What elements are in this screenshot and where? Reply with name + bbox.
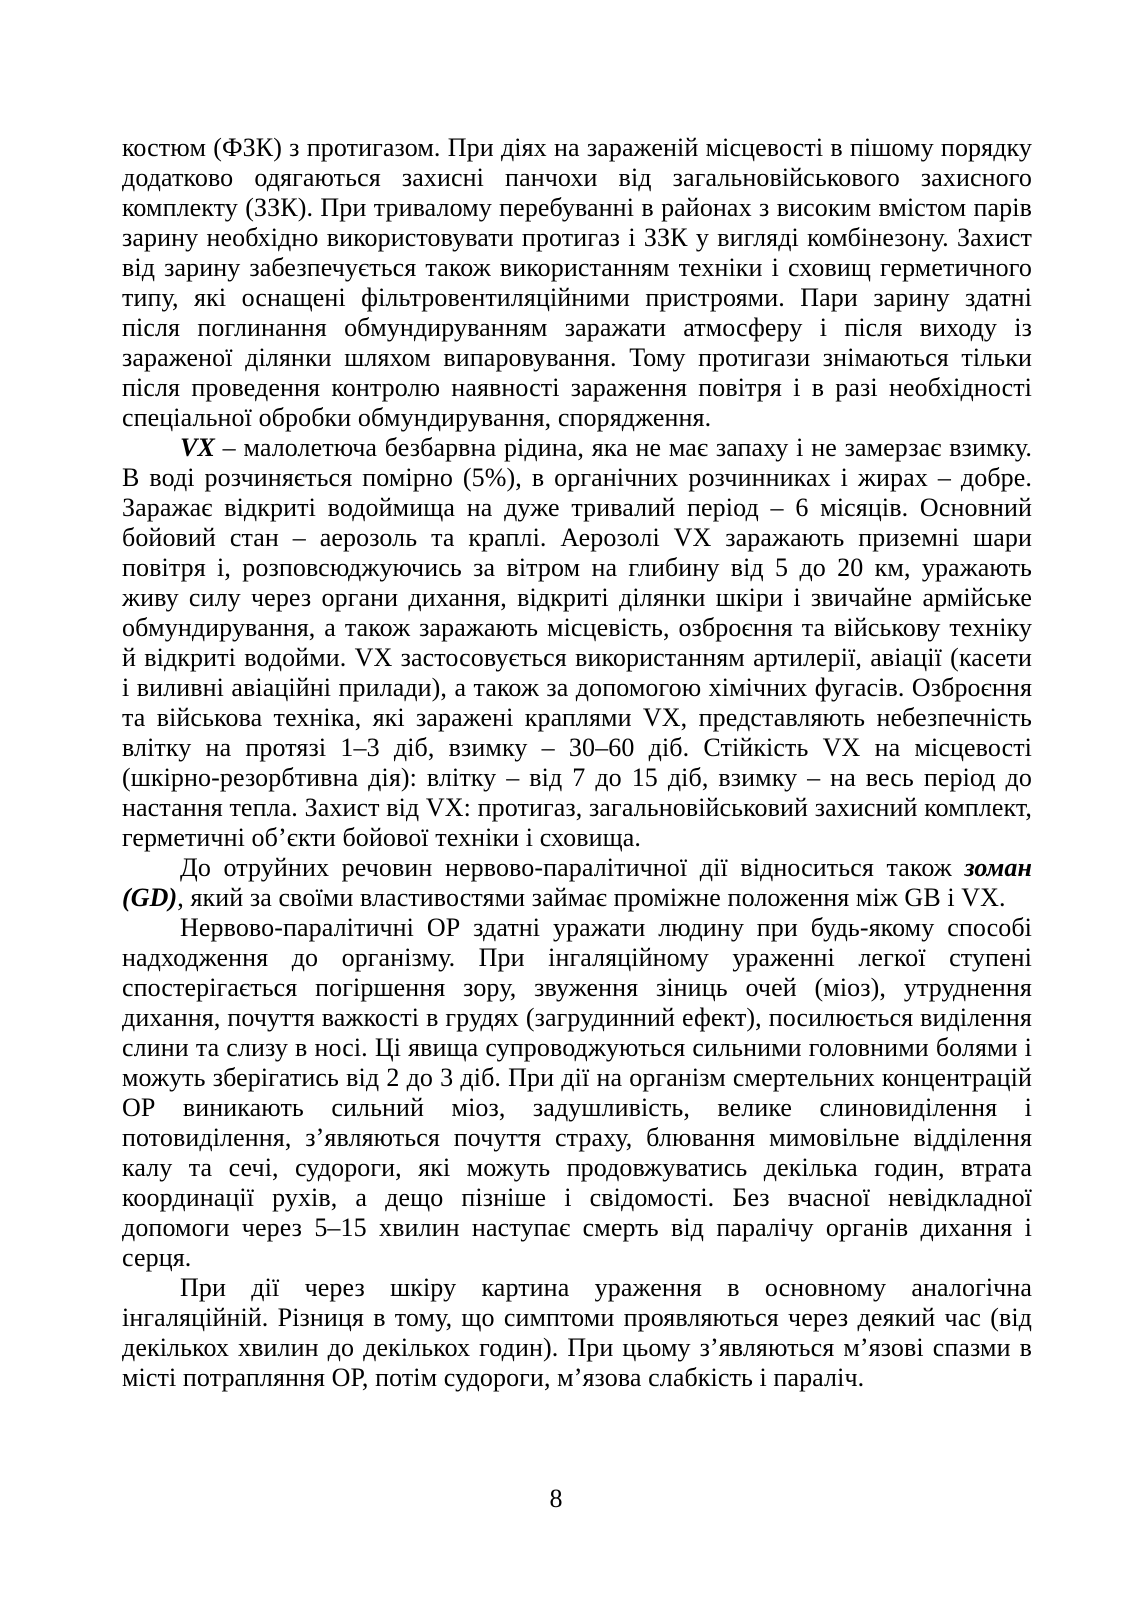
text-block: [122, 133, 1032, 1393]
text-run: , який за своїми властивостями займає проміжне положення між GB і VX.: [177, 883, 1006, 912]
emphasis-run: VX: [180, 433, 215, 462]
text-run: До отруйних речовин нервово-паралітичної дії відноситься також: [180, 853, 965, 882]
paragraph: [122, 133, 1032, 433]
paragraph: [122, 433, 1032, 853]
emphasis-run: зоман (GD): [122, 853, 1032, 912]
page-number: 8: [549, 1484, 563, 1513]
text-run: Нервово-паралітичні ОР здатні уражати людину при будь-якому способі надходження до організму. При інгаляційному ураженні легкої ступені спостерігається погіршення зору, звуження зіниць очей (міоз), утруднення дихання, почуття важкості в грудях (загрудинний ефект), посилюється виділення слини та слизу в носі. Ці явища супроводжуються сильними головними болями і можуть зберігатись від 2 до 3 діб. При дії на організм смертельних концентрацій ОР виникають сильний міоз, задушливість, велике слиновиділення і потовиділення, з’являються почуття страху, блювання мимовільне відділення калу та сечі, судороги, які можуть продовжуватись декілька годин, втрата координації рухів, а дещо пізніше і свідомості. Без вчасної невідкладної допомоги через 5–15 хвилин наступає смерть від паралічу органів дихання і серця.: [122, 913, 1032, 1272]
text-run: При дії через шкіру картина ураження в основному аналогічна інгаляційній. Різниця в тому, що симптоми проявляються через деякий час (від декількох хвилин до декількох годин). При цьому з’являються м’язові спазми в місті потрапляння ОР, потім судороги, м’язова слабкість і параліч.: [122, 1273, 1032, 1392]
paragraph: [122, 1273, 1032, 1393]
paragraph: [122, 913, 1032, 1273]
text-run: костюм (ФЗК) з протигазом. При діях на зараженій місцевості в пішому порядку додатково одягаються захисні панчохи від загальновійськового захисного комплекту (ЗЗК). При тривалому перебуванні в районах з високим вмістом парів зарину необхідно використовувати протигаз і ЗЗК у вигляді комбінезону. Захист від зарину забезпечується також використанням техніки і сховищ герметичного типу, які оснащені фільтровентиляційними пристроями. Пари зарину здатні після поглинання обмундируванням заражати атмосферу і після виходу із зараженої ділянки шляхом випаровування. Тому протигази знімаються тільки після проведення контролю наявності зараження повітря і в разі необхідності спеціальної обробки обмундирування, спорядження.: [122, 133, 1032, 432]
paragraph: [122, 853, 1032, 913]
text-run: – малолетюча безбарвна рідина, яка не має запаху і не замерзає взимку. В воді розчиняється помірно (5%), в органічних розчинниках і жирах – добре. Заражає відкриті водоймища на дуже тривалий період – 6 місяців. Основний бойовий стан – аерозоль та краплі. Аерозолі VX заражають приземні шари повітря і, розповсюджуючись за вітром на глибину від 5 до 20 км, уражають живу силу через органи дихання, відкриті ділянки шкіри і звичайне армійське обмундирування, а також заражають місцевість, озброєння та військову техніку й відкриті водойми. VX застосовується використанням артилерії, авіації (касети і виливні авіаційні прилади), а також за допомогою хімічних фугасів. Озброєння та військова техніка, які заражені краплями VX, представляють небезпечність влітку на протязі 1–3 діб, взимку – 30–60 діб. Стійкість VX на місцевості (шкірно-резорбтивна дія): влітку – від 7 до 15 діб, взимку – на весь період до настання тепла. Захист від VX: протигаз, загальновійськовий захисний комплект, герметичні об’єкти бойової техніки і сховища.: [122, 433, 1032, 852]
